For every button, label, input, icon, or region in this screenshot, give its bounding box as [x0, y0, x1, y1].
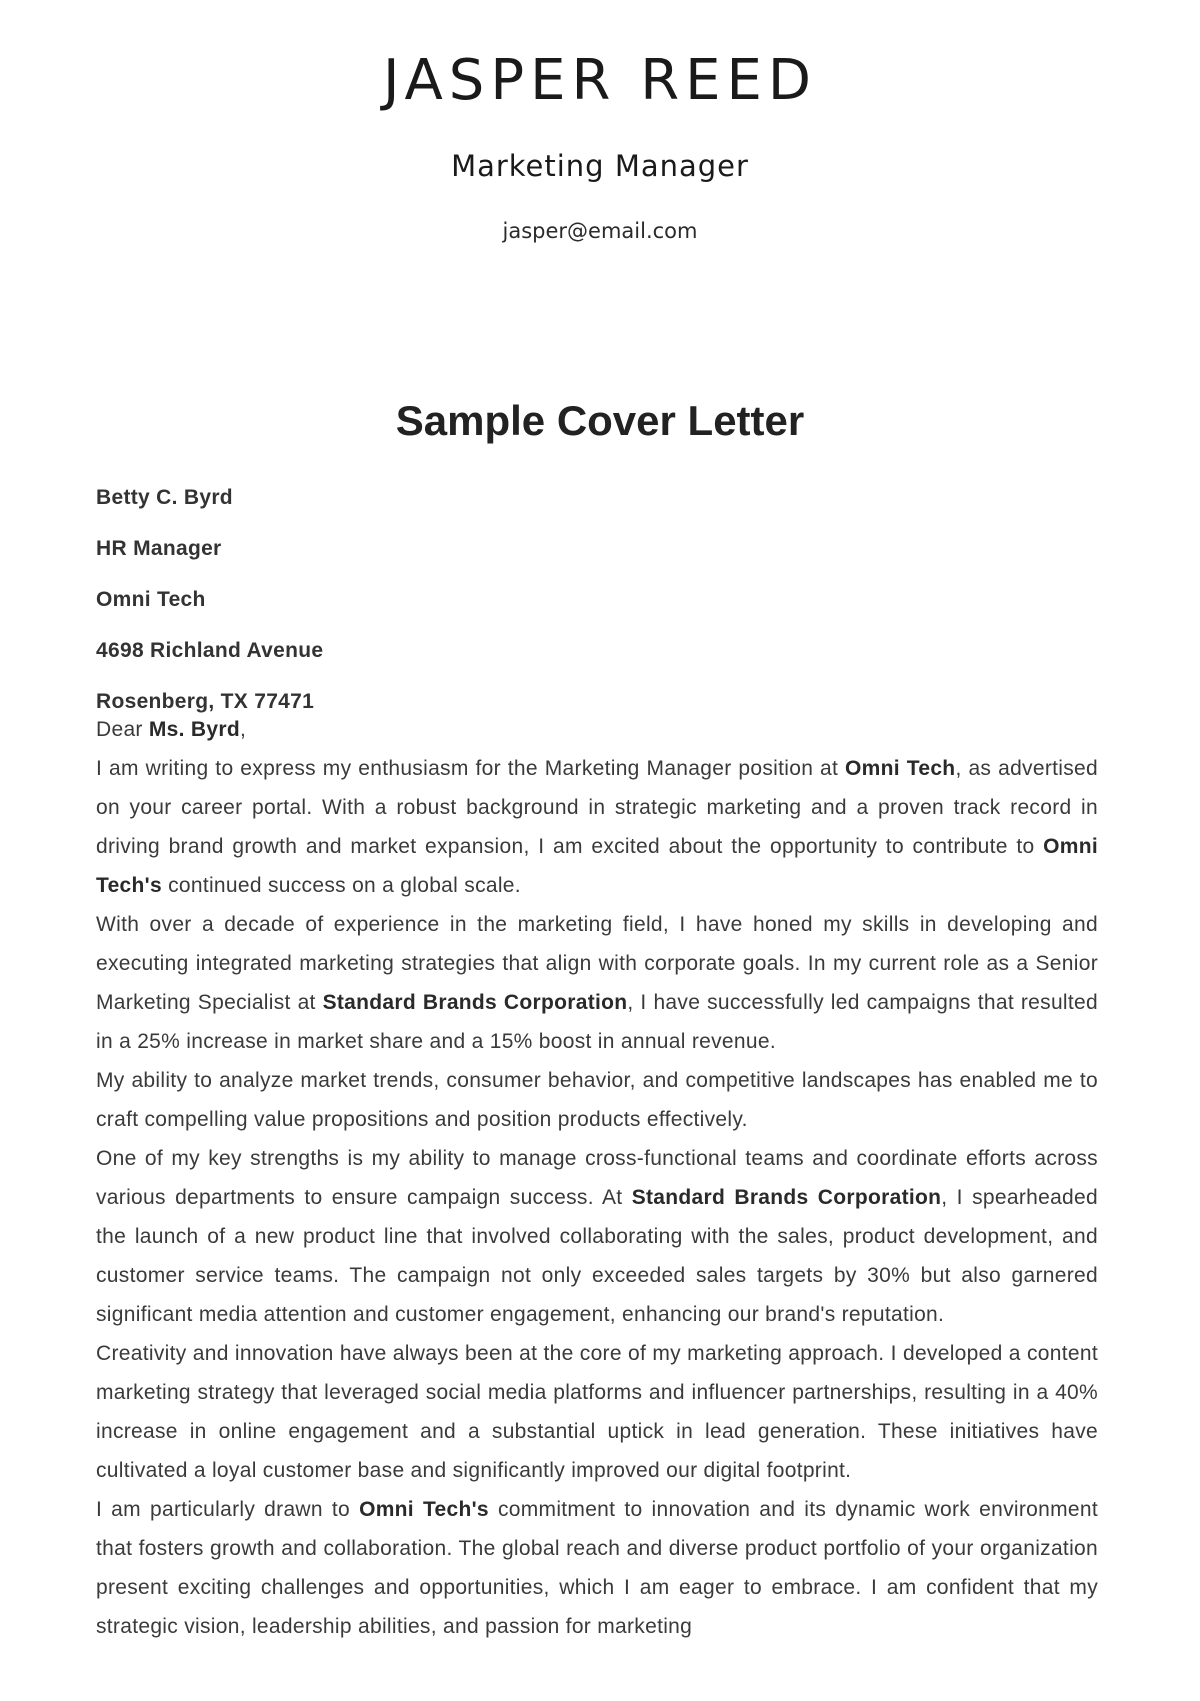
recipient-company: Omni Tech — [96, 588, 206, 611]
p2-text-a: With over a decade of experience in the marketing field, I have honed my skills in developing and executing integrated marketing strategies that align with corporate goals. In my current role as a Senior Marketing Specialist at — [96, 913, 1098, 1014]
applicant-name: JASPER REED — [382, 48, 818, 113]
document-title: Sample Cover Letter — [395, 397, 805, 444]
letter-paragraph-1 — [96, 749, 1098, 905]
p2-text-c: , I have successfully led campaigns that resulted in a 25% increase in market share and a 15% boost in annual revenue. — [96, 991, 1098, 1053]
recipient-city: Rosenberg, TX 77471 — [96, 690, 315, 713]
letter-paragraph-4 — [96, 1139, 1098, 1334]
p6-text-a: I am particularly drawn to — [96, 1498, 360, 1521]
p6-text-c: commitment to innovation and its dynamic work environment that fosters growth and collaboration. The global reach and diverse product portfolio of your organization present exciting challenges and opportunities, which I am eager to embrace. I am confident that my strategic vision, leadership abilities, and passion for marketing — [96, 1498, 1098, 1638]
letter-paragraph-3: My ability to analyze market trends, consumer behavior, and competitive landscapes has enabled me to craft compelling value propositions and position products effectively. — [96, 1069, 1098, 1131]
letter-paragraph-5: Creativity and innovation have always been at the core of my marketing approach. I developed a content marketing strategy that leveraged social media platforms and influencer partnerships, resulting in a 40% increase in online engagement and a substantial uptick in lead generation. These initiatives have cultivated a loyal customer base and significantly improved our digital footprint. — [96, 1342, 1098, 1482]
greeting-suffix: , — [239, 718, 247, 741]
letter-greeting — [96, 710, 1098, 749]
recipient-street: 4698 Richland Avenue — [96, 639, 324, 662]
p2-employer: Standard Brands Corporation — [322, 991, 628, 1014]
p6-company-possessive: Omni Tech's — [359, 1498, 489, 1521]
p4-employer: Standard Brands Corporation — [631, 1186, 942, 1209]
letter-body — [96, 710, 1098, 1646]
recipient-block — [96, 472, 1096, 727]
p1-text-e: continued success on a global scale. — [161, 874, 521, 897]
greeting-prefix: Dear — [96, 718, 149, 741]
recipient-name: Betty C. Byrd — [96, 486, 233, 509]
p1-company: Omni Tech — [845, 757, 956, 780]
letter-paragraph-2 — [96, 905, 1098, 1061]
applicant-email: jasper@email.com — [502, 219, 698, 243]
applicant-job-title: Marketing Manager — [451, 149, 749, 183]
p1-text-a: I am writing to express my enthusiasm for the Marketing Manager position at — [96, 757, 846, 780]
letter-paragraph-6 — [96, 1490, 1098, 1646]
recipient-role: HR Manager — [96, 537, 222, 560]
p4-text-c: , I spearheaded the launch of a new product line that involved collaborating with the sales, product development, and customer service teams. The campaign not only exceeded sales targets by 30% but also garnered significant media attention and customer engagement, enhancing our brand's reputation. — [96, 1186, 1098, 1326]
p1-company-possessive: Omni Tech's — [96, 835, 1098, 897]
p4-text-a: One of my key strengths is my ability to manage cross-functional teams and coordinate efforts across various departments to ensure campaign success. At — [96, 1147, 1098, 1209]
greeting-name: Ms. Byrd — [148, 718, 240, 741]
p1-text-c: , as advertised on your career portal. With a robust background in strategic marketing and a proven track record in driving brand growth and market expansion, I am excited about the opportunity to contribute to — [96, 757, 1098, 858]
